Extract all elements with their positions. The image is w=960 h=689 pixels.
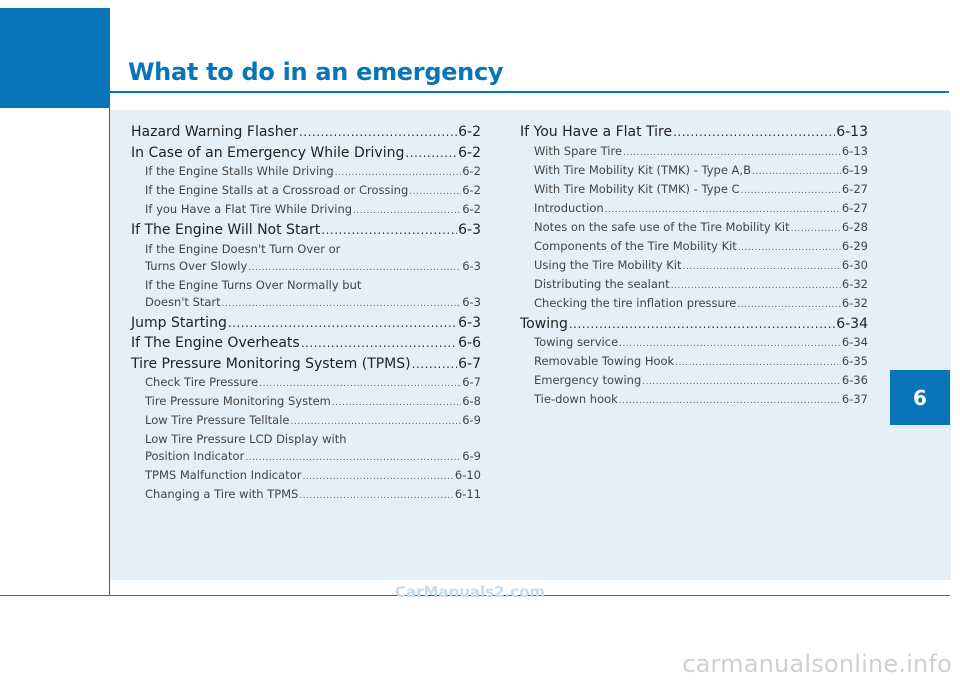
toc-entry-page: 6-32: [841, 276, 868, 291]
toc-entry[interactable]: [520, 276, 868, 295]
toc-entry[interactable]: [520, 122, 868, 143]
toc-entry-page: 6-32: [841, 295, 868, 310]
toc-dot-leader: [299, 488, 453, 505]
toc-entry-page: 6-3: [458, 222, 481, 238]
toc-dot-leader: [683, 259, 841, 276]
toc-entry-label: TPMS Malfunction Indicator: [145, 468, 302, 482]
toc-dot-leader: [671, 278, 841, 295]
toc-entry[interactable]: [520, 295, 868, 314]
toc-entry[interactable]: [131, 393, 481, 412]
toc-entry-label: Removable Towing Hook: [534, 354, 675, 368]
toc-entry-label: Notes on the safe use of the Tire Mobility Kit: [534, 219, 790, 234]
page-title: What to do in an emergency: [128, 58, 504, 86]
toc-entry-label: Emergency towing: [534, 373, 642, 387]
toc-entry-page: 6-28: [841, 219, 868, 234]
toc-entry-label: Hazard Warning Flasher: [131, 124, 298, 140]
toc-entry[interactable]: [131, 258, 481, 277]
toc-entry-label: Position Indicator: [145, 449, 245, 463]
toc-entry-label: Turns Over Slowly: [145, 258, 248, 273]
toc-entry-label: Towing service: [534, 335, 619, 349]
toc-entry-page: 6-8: [462, 394, 481, 408]
toc-entry-page: 6-11: [454, 487, 481, 501]
toc-dot-leader: [321, 220, 457, 241]
toc-dot-leader: [642, 374, 841, 391]
toc-dot-leader: [332, 395, 461, 412]
toc-entry-page: 6-7: [462, 375, 481, 389]
toc-entry-label: If The Engine Will Not Start: [131, 222, 321, 238]
toc-entry[interactable]: [131, 467, 481, 486]
toc-entry-label: Distributing the sealant: [534, 276, 670, 291]
toc-entry[interactable]: [131, 412, 481, 431]
toc-entry-page: 6-19: [841, 162, 868, 177]
toc-entry[interactable]: [520, 238, 868, 257]
toc-entry[interactable]: [131, 182, 481, 201]
toc-entry[interactable]: [520, 391, 868, 410]
toc-entry-label: Jump Starting: [131, 314, 227, 331]
toc-dot-leader: [623, 145, 841, 162]
title-underline: [109, 91, 949, 93]
toc-dot-leader: [291, 414, 462, 431]
toc-entry[interactable]: [520, 143, 868, 162]
toc-entry[interactable]: [520, 200, 868, 219]
toc-entry-label: If the Engine Stalls at a Crossroad or Crossing: [145, 183, 409, 197]
toc-entry[interactable]: [520, 353, 868, 372]
toc-entry-page: 6-36: [841, 373, 868, 387]
toc-entry-page: 6-35: [841, 354, 868, 368]
toc-dot-leader: [673, 122, 835, 143]
toc-entry[interactable]: [520, 162, 868, 181]
toc-dot-leader: [619, 393, 841, 410]
toc-entry[interactable]: [520, 372, 868, 391]
toc-entry[interactable]: [131, 313, 481, 334]
toc-entry-page: 6-27: [841, 200, 868, 215]
toc-entry[interactable]: [131, 486, 481, 505]
toc-dot-leader: [791, 221, 841, 238]
toc-entry-label: If you Have a Flat Tire While Driving: [145, 202, 353, 216]
toc-entry: [131, 277, 481, 294]
toc-entry-page: 6-13: [841, 143, 868, 158]
toc-entry-label: With Tire Mobility Kit (TMK) - Type A,B: [534, 162, 751, 177]
toc-entry-label: Components of the Tire Mobility Kit: [534, 238, 737, 253]
toc-entry-label: If the Engine Stalls While Driving: [145, 164, 334, 178]
toc-entry-page: 6-29: [841, 238, 868, 253]
toc-entry-label: Changing a Tire with TPMS: [145, 487, 299, 501]
toc-entry[interactable]: [131, 163, 481, 182]
toc-entry-label: Introduction: [534, 200, 604, 215]
toc-dot-leader: [409, 184, 461, 201]
toc-entry-label: If the Engine Turns Over Normally but: [145, 277, 362, 292]
toc-entry-label: Towing: [520, 315, 568, 332]
toc-entry-page: 6-2: [458, 124, 481, 140]
toc-dot-leader: [301, 333, 457, 354]
toc-entry-page: 6-2: [462, 202, 481, 216]
toc-dot-leader: [245, 450, 461, 467]
toc-entry[interactable]: [520, 314, 868, 335]
toc-entry-page: 6-2: [462, 164, 481, 178]
toc-entry-page: 6-30: [841, 257, 868, 272]
toc-entry-page: 6-10: [454, 468, 481, 482]
toc-entry[interactable]: [520, 334, 868, 353]
toc-dot-leader: [738, 240, 841, 257]
toc-right-column: [520, 122, 868, 410]
toc-entry[interactable]: [131, 354, 481, 375]
watermark-carmanuals2: CarManuals2.com: [394, 583, 546, 601]
toc-entry-label: In Case of an Emergency While Driving: [131, 144, 405, 161]
toc-entry-page: 6-34: [836, 315, 868, 332]
toc-dot-leader: [335, 165, 461, 182]
toc-dot-leader: [299, 122, 457, 143]
chapter-tab[interactable]: 6: [890, 370, 950, 425]
toc-entry[interactable]: [131, 201, 481, 220]
toc-dot-leader: [302, 469, 453, 486]
toc-entry-label: With Spare Tire: [534, 143, 623, 158]
toc-entry: [131, 431, 481, 448]
toc-entry[interactable]: [131, 220, 481, 241]
toc-entry[interactable]: [131, 122, 481, 143]
toc-dot-leader: [752, 164, 841, 181]
toc-entry-label: With Tire Mobility Kit (TMK) - Type C: [534, 181, 740, 196]
toc-entry-label: Tire Pressure Monitoring System: [145, 394, 331, 408]
toc-dot-leader: [405, 143, 457, 164]
toc-dot-leader: [675, 355, 841, 372]
toc-dot-leader: [353, 203, 461, 220]
toc-left-column: [131, 122, 481, 505]
toc-entry[interactable]: [131, 143, 481, 164]
toc-entry-page: 6-7: [458, 355, 481, 372]
toc-dot-leader: [222, 296, 462, 313]
toc-dot-leader: [737, 297, 841, 314]
toc-entry-page: 6-3: [462, 258, 481, 273]
toc-entry-label: Check Tire Pressure: [145, 375, 259, 389]
toc-entry-label: Low Tire Pressure LCD Display with: [145, 432, 347, 446]
watermark-carmanualsonline: carmanualsonline.info: [682, 650, 952, 678]
toc-dot-leader: [569, 314, 835, 335]
toc-entry-label: Low Tire Pressure Telltale: [145, 413, 290, 427]
toc-entry-label: Tire Pressure Monitoring System (TPMS): [131, 355, 411, 372]
toc-entry-page: 6-13: [836, 124, 868, 140]
toc-entry-page: 6-34: [841, 335, 868, 349]
chapter-color-block: [0, 8, 109, 108]
toc-entry-page: 6-6: [458, 335, 481, 351]
toc-entry-page: 6-3: [462, 294, 481, 309]
toc-entry-page: 6-9: [462, 413, 481, 427]
toc-entry[interactable]: [131, 448, 481, 467]
toc-dot-leader: [248, 260, 461, 277]
toc-entry-label: Checking the tire inflation pressure: [534, 295, 737, 310]
toc-entry-label: Using the Tire Mobility Kit: [534, 257, 682, 272]
toc-entry-page: 6-27: [841, 181, 868, 196]
toc-entry-label: If the Engine Doesn't Turn Over or: [145, 241, 341, 256]
toc-entry[interactable]: [520, 219, 868, 238]
toc-dot-leader: [412, 354, 458, 375]
toc-entry-label: If The Engine Overheats: [131, 335, 300, 351]
toc-entry-label: If You Have a Flat Tire: [520, 124, 673, 140]
toc-entry-page: 6-37: [841, 392, 868, 406]
toc-entry[interactable]: [131, 374, 481, 393]
toc-entry[interactable]: [131, 294, 481, 313]
toc-entry-page: 6-2: [462, 183, 481, 197]
toc-entry[interactable]: [520, 257, 868, 276]
toc-entry-label: Tie-down hook: [534, 392, 618, 406]
toc-entry-label: Doesn't Start: [145, 294, 221, 309]
toc-entry[interactable]: [520, 181, 868, 200]
toc-dot-leader: [228, 313, 457, 334]
toc-entry-page: 6-3: [458, 314, 481, 331]
toc-dot-leader: [605, 202, 841, 219]
toc-dot-leader: [741, 183, 841, 200]
toc-entry-page: 6-9: [462, 449, 481, 463]
toc-entry-page: 6-2: [458, 144, 481, 161]
toc-dot-leader: [259, 376, 461, 393]
toc-dot-leader: [619, 336, 841, 353]
toc-entry: [131, 241, 481, 258]
toc-entry[interactable]: [131, 333, 481, 354]
